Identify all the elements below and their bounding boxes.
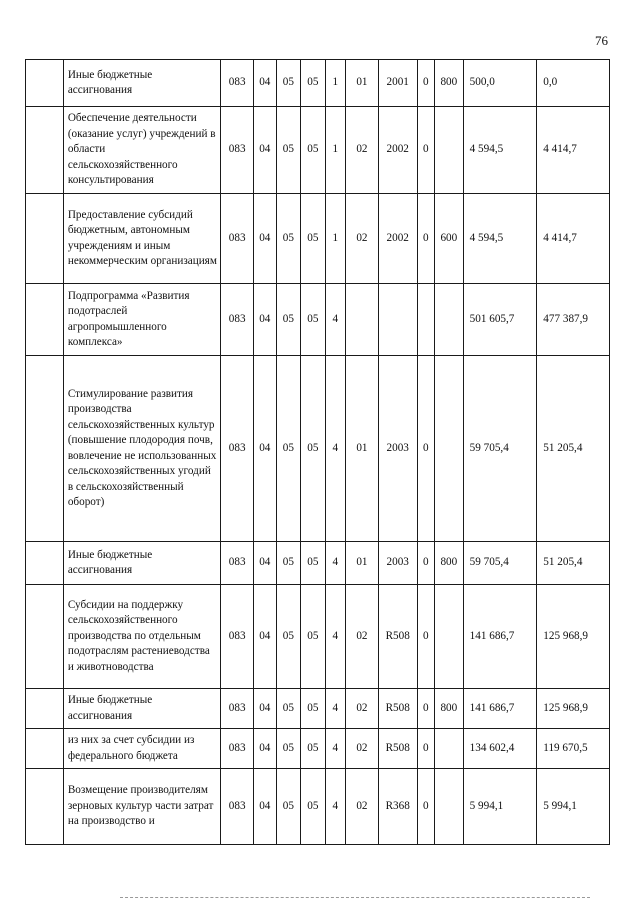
extra-code: 0	[417, 769, 434, 845]
subprogram-code: 4	[325, 356, 345, 542]
program-code: 05	[301, 107, 326, 194]
expense-type-code: 800	[435, 60, 464, 107]
expense-type-code: 800	[435, 689, 464, 729]
subsection-code: 05	[276, 542, 301, 585]
section-code: 04	[254, 542, 277, 585]
section-code: 04	[254, 585, 277, 689]
expense-type-code	[435, 729, 464, 769]
section-code: 04	[254, 194, 277, 284]
program-code: 05	[301, 585, 326, 689]
table-body	[26, 60, 610, 845]
extra-code: 0	[417, 107, 434, 194]
table-row	[26, 689, 610, 729]
program-code: 05	[301, 689, 326, 729]
ministry-code: 083	[221, 542, 254, 585]
event-code: 02	[346, 769, 379, 845]
planned-amount: 141 686,7	[463, 585, 537, 689]
actual-amount: 4 414,7	[537, 194, 610, 284]
event-code	[346, 284, 379, 356]
row-name: Возмещение производителям зерновых культур части затрат на производство и	[63, 769, 221, 845]
direction-code: 2003	[378, 356, 417, 542]
row-blank-cell	[26, 729, 64, 769]
subsection-code: 05	[276, 585, 301, 689]
event-code: 01	[346, 542, 379, 585]
subsection-code: 05	[276, 689, 301, 729]
table-row	[26, 729, 610, 769]
expense-type-code: 800	[435, 542, 464, 585]
section-code: 04	[254, 107, 277, 194]
direction-code: R508	[378, 585, 417, 689]
table-row	[26, 769, 610, 845]
event-code: 02	[346, 585, 379, 689]
extra-code: 0	[417, 194, 434, 284]
section-code: 04	[254, 689, 277, 729]
event-code: 02	[346, 107, 379, 194]
expense-type-code	[435, 356, 464, 542]
actual-amount: 125 968,9	[537, 585, 610, 689]
section-code: 04	[254, 356, 277, 542]
ministry-code: 083	[221, 585, 254, 689]
subsection-code: 05	[276, 769, 301, 845]
program-code: 05	[301, 356, 326, 542]
section-code: 04	[254, 769, 277, 845]
planned-amount: 5 994,1	[463, 769, 537, 845]
extra-code: 0	[417, 729, 434, 769]
ministry-code: 083	[221, 729, 254, 769]
direction-code: R508	[378, 729, 417, 769]
table-row	[26, 585, 610, 689]
planned-amount: 4 594,5	[463, 194, 537, 284]
row-name: Обеспечение деятельности (оказание услуг) учреждений в области сельскохозяйственного консультирования	[63, 107, 221, 194]
budget-table	[25, 59, 610, 845]
actual-amount: 0,0	[537, 60, 610, 107]
planned-amount: 59 705,4	[463, 542, 537, 585]
direction-code: R368	[378, 769, 417, 845]
row-blank-cell	[26, 542, 64, 585]
actual-amount: 4 414,7	[537, 107, 610, 194]
planned-amount: 134 602,4	[463, 729, 537, 769]
subprogram-code: 4	[325, 729, 345, 769]
subprogram-code: 4	[325, 284, 345, 356]
row-name: Стимулирование развития производства сельскохозяйственных культур (повышение плодородия почв, вовлечение не использованных сельскохозяйственных угодий в сельскохозяйственный оборот)	[63, 356, 221, 542]
expense-type-code	[435, 284, 464, 356]
event-code: 01	[346, 356, 379, 542]
planned-amount: 4 594,5	[463, 107, 537, 194]
planned-amount: 500,0	[463, 60, 537, 107]
subprogram-code: 4	[325, 689, 345, 729]
ministry-code: 083	[221, 689, 254, 729]
ministry-code: 083	[221, 284, 254, 356]
extra-code: 0	[417, 356, 434, 542]
extra-code	[417, 284, 434, 356]
row-blank-cell	[26, 769, 64, 845]
planned-amount: 59 705,4	[463, 356, 537, 542]
section-code: 04	[254, 60, 277, 107]
event-code: 01	[346, 60, 379, 107]
subprogram-code: 1	[325, 107, 345, 194]
program-code: 05	[301, 769, 326, 845]
actual-amount: 477 387,9	[537, 284, 610, 356]
page-number: 76	[595, 33, 608, 48]
subprogram-code: 1	[325, 194, 345, 284]
subprogram-code: 4	[325, 542, 345, 585]
row-name: Иные бюджетные ассигнования	[63, 60, 221, 107]
program-code: 05	[301, 729, 326, 769]
extra-code: 0	[417, 585, 434, 689]
subsection-code: 05	[276, 356, 301, 542]
row-name: Субсидии на поддержку сельскохозяйственного производства по отдельным подотраслям растениеводства и животноводства	[63, 585, 221, 689]
row-name: Подпрограмма «Развития подотраслей агропромышленного комплекса»	[63, 284, 221, 356]
subsection-code: 05	[276, 729, 301, 769]
actual-amount: 125 968,9	[537, 689, 610, 729]
event-code: 02	[346, 194, 379, 284]
program-code: 05	[301, 60, 326, 107]
expense-type-code	[435, 107, 464, 194]
page-footer-line	[120, 897, 590, 898]
event-code: 02	[346, 729, 379, 769]
actual-amount: 119 670,5	[537, 729, 610, 769]
subprogram-code: 1	[325, 60, 345, 107]
row-name: Иные бюджетные ассигнования	[63, 689, 221, 729]
row-blank-cell	[26, 107, 64, 194]
ministry-code: 083	[221, 356, 254, 542]
planned-amount: 141 686,7	[463, 689, 537, 729]
ministry-code: 083	[221, 769, 254, 845]
table-row	[26, 356, 610, 542]
row-blank-cell	[26, 194, 64, 284]
direction-code: 2002	[378, 107, 417, 194]
extra-code: 0	[417, 542, 434, 585]
extra-code: 0	[417, 689, 434, 729]
subprogram-code: 4	[325, 585, 345, 689]
row-name: Иные бюджетные ассигнования	[63, 542, 221, 585]
row-name: из них за счет субсидии из федерального бюджета	[63, 729, 221, 769]
ministry-code: 083	[221, 107, 254, 194]
program-code: 05	[301, 542, 326, 585]
row-blank-cell	[26, 284, 64, 356]
subsection-code: 05	[276, 194, 301, 284]
subsection-code: 05	[276, 284, 301, 356]
row-name: Предоставление субсидий бюджетным, автономным учреждениям и иным некоммерческим организациям	[63, 194, 221, 284]
direction-code: R508	[378, 689, 417, 729]
expense-type-code	[435, 769, 464, 845]
actual-amount: 5 994,1	[537, 769, 610, 845]
row-blank-cell	[26, 585, 64, 689]
table-row	[26, 284, 610, 356]
section-code: 04	[254, 729, 277, 769]
table-row	[26, 542, 610, 585]
expense-type-code	[435, 585, 464, 689]
actual-amount: 51 205,4	[537, 356, 610, 542]
row-blank-cell	[26, 689, 64, 729]
table-row	[26, 60, 610, 107]
direction-code	[378, 284, 417, 356]
direction-code: 2003	[378, 542, 417, 585]
ministry-code: 083	[221, 194, 254, 284]
extra-code: 0	[417, 60, 434, 107]
subsection-code: 05	[276, 60, 301, 107]
expense-type-code: 600	[435, 194, 464, 284]
direction-code: 2001	[378, 60, 417, 107]
planned-amount: 501 605,7	[463, 284, 537, 356]
actual-amount: 51 205,4	[537, 542, 610, 585]
direction-code: 2002	[378, 194, 417, 284]
subprogram-code: 4	[325, 769, 345, 845]
ministry-code: 083	[221, 60, 254, 107]
program-code: 05	[301, 194, 326, 284]
event-code: 02	[346, 689, 379, 729]
table-row	[26, 107, 610, 194]
table-row	[26, 194, 610, 284]
row-blank-cell	[26, 60, 64, 107]
program-code: 05	[301, 284, 326, 356]
row-blank-cell	[26, 356, 64, 542]
subsection-code: 05	[276, 107, 301, 194]
section-code: 04	[254, 284, 277, 356]
